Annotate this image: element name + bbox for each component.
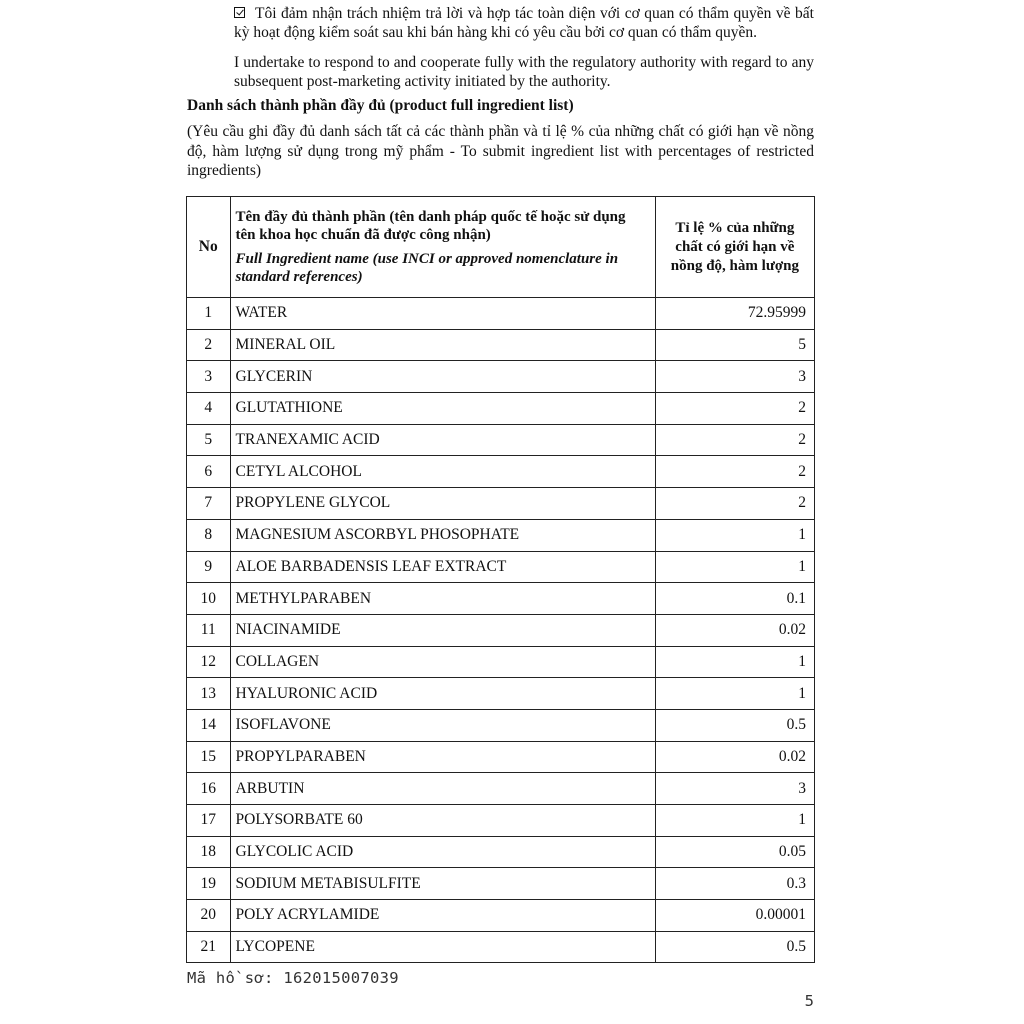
ingredient-percentage: 5 [655, 329, 814, 361]
row-number: 6 [187, 456, 231, 488]
ingredient-percentage: 3 [655, 361, 814, 393]
table-row [187, 868, 815, 900]
ingredient-percentage: 0.5 [655, 931, 814, 963]
ingredient-name: GLYCOLIC ACID [230, 836, 655, 868]
commitment-vi [234, 4, 814, 42]
ingredient-name: GLUTATHIONE [230, 393, 655, 425]
table-row [187, 741, 815, 773]
ingredient-name: ALOE BARBADENSIS LEAF EXTRACT [230, 551, 655, 583]
table-row [187, 614, 815, 646]
ingredient-percentage: 2 [655, 456, 814, 488]
ingredient-percentage: 0.3 [655, 868, 814, 900]
row-number: 14 [187, 709, 231, 741]
ingredient-percentage: 0.02 [655, 741, 814, 773]
row-number: 15 [187, 741, 231, 773]
header-percentage: Tỉ lệ % của những chất có giới hạn về nồng độ, hàm lượng [655, 197, 814, 298]
row-number: 21 [187, 931, 231, 963]
ingredient-name: WATER [230, 298, 655, 330]
commitment-vi-text: Tôi đảm nhận trách nhiệm trả lời và hợp tác toàn diện với cơ quan có thẩm quyền về bất kỳ hoạt động kiểm soát sau khi bán hàng khi có yêu cầu bởi cơ quan có thẩm quyền. [234, 5, 814, 41]
ingredient-name: NIACINAMIDE [230, 614, 655, 646]
table-row [187, 361, 815, 393]
ingredient-name: PROPYLENE GLYCOL [230, 488, 655, 520]
table-row [187, 456, 815, 488]
ingredient-name: ARBUTIN [230, 773, 655, 805]
ingredient-name: MINERAL OIL [230, 329, 655, 361]
table-row [187, 551, 815, 583]
row-number: 8 [187, 519, 231, 551]
ingredient-percentage: 0.1 [655, 583, 814, 615]
ingredient-name: ISOFLAVONE [230, 709, 655, 741]
header-no: No [187, 197, 231, 298]
ingredient-name: COLLAGEN [230, 646, 655, 678]
row-number: 7 [187, 488, 231, 520]
ingredient-name: LYCOPENE [230, 931, 655, 963]
row-number: 13 [187, 678, 231, 710]
table-row [187, 519, 815, 551]
table-row [187, 900, 815, 932]
ingredient-percentage: 72.95999 [655, 298, 814, 330]
row-number: 12 [187, 646, 231, 678]
header-name-vi: Tên đầy đủ thành phần (tên danh pháp quốc tế hoặc sử dụng tên khoa học chuẩn đã được công nhận) [235, 209, 626, 243]
ingredient-name: SODIUM METABISULFITE [230, 868, 655, 900]
row-number: 3 [187, 361, 231, 393]
table-row [187, 298, 815, 330]
ingredient-percentage: 1 [655, 678, 814, 710]
row-number: 16 [187, 773, 231, 805]
ingredient-name: POLYSORBATE 60 [230, 805, 655, 837]
table-row [187, 646, 815, 678]
table-row [187, 805, 815, 837]
table-row [187, 393, 815, 425]
commitment-block [234, 4, 814, 91]
table-row [187, 488, 815, 520]
ingredient-percentage: 2 [655, 424, 814, 456]
ingredient-percentage: 0.05 [655, 836, 814, 868]
table-row [187, 678, 815, 710]
table-row [187, 836, 815, 868]
row-number: 19 [187, 868, 231, 900]
ingredient-name: HYALURONIC ACID [230, 678, 655, 710]
header-name-en: Full Ingredient name (use INCI or approved nomenclature in standard references) [235, 251, 619, 285]
row-number: 17 [187, 805, 231, 837]
ingredient-list-title: Danh sách thành phần đầy đủ (product full ingredient list) [187, 97, 574, 114]
ingredient-name: MAGNESIUM ASCORBYL PHOSOPHATE [230, 519, 655, 551]
ingredient-percentage: 0.5 [655, 709, 814, 741]
ingredient-percentage: 1 [655, 519, 814, 551]
ingredient-percentage: 3 [655, 773, 814, 805]
ingredient-name: METHYLPARABEN [230, 583, 655, 615]
checked-checkbox-icon [234, 7, 245, 18]
ingredient-list-note: (Yêu cầu ghi đầy đủ danh sách tất cả các thành phần và tỉ lệ % của những chất có giới hạn về nồng độ, hàm lượng sử dụng trong mỹ phẩm - To submit ingredient list with percentages of restricted ingredients) [187, 123, 814, 179]
table-row [187, 424, 815, 456]
table-row [187, 773, 815, 805]
header-name [230, 197, 655, 298]
ingredient-percentage: 0.00001 [655, 900, 814, 932]
ingredient-table [186, 196, 815, 963]
row-number: 1 [187, 298, 231, 330]
row-number: 5 [187, 424, 231, 456]
ingredient-name: POLY ACRYLAMIDE [230, 900, 655, 932]
ingredient-table-header [187, 197, 815, 298]
ingredient-table-body [187, 298, 815, 963]
page-number: 5 [804, 992, 814, 1010]
row-number: 20 [187, 900, 231, 932]
row-number: 2 [187, 329, 231, 361]
ingredient-name: CETYL ALCOHOL [230, 456, 655, 488]
row-number: 18 [187, 836, 231, 868]
ingredient-name: GLYCERIN [230, 361, 655, 393]
table-row [187, 709, 815, 741]
table-row [187, 329, 815, 361]
commitment-en: I undertake to respond to and cooperate fully with the regulatory authority with regard to any subsequent post-marketing activity initiated by the authority. [234, 54, 814, 90]
row-number: 4 [187, 393, 231, 425]
ingredient-percentage: 0.02 [655, 614, 814, 646]
file-code: Mã hồ sơ: 162015007039 [187, 969, 399, 987]
row-number: 9 [187, 551, 231, 583]
ingredient-name: TRANEXAMIC ACID [230, 424, 655, 456]
row-number: 10 [187, 583, 231, 615]
table-row [187, 583, 815, 615]
ingredient-percentage: 2 [655, 488, 814, 520]
table-row [187, 931, 815, 963]
ingredient-percentage: 2 [655, 393, 814, 425]
ingredient-percentage: 1 [655, 805, 814, 837]
ingredient-percentage: 1 [655, 646, 814, 678]
ingredient-percentage: 1 [655, 551, 814, 583]
ingredient-name: PROPYLPARABEN [230, 741, 655, 773]
row-number: 11 [187, 614, 231, 646]
